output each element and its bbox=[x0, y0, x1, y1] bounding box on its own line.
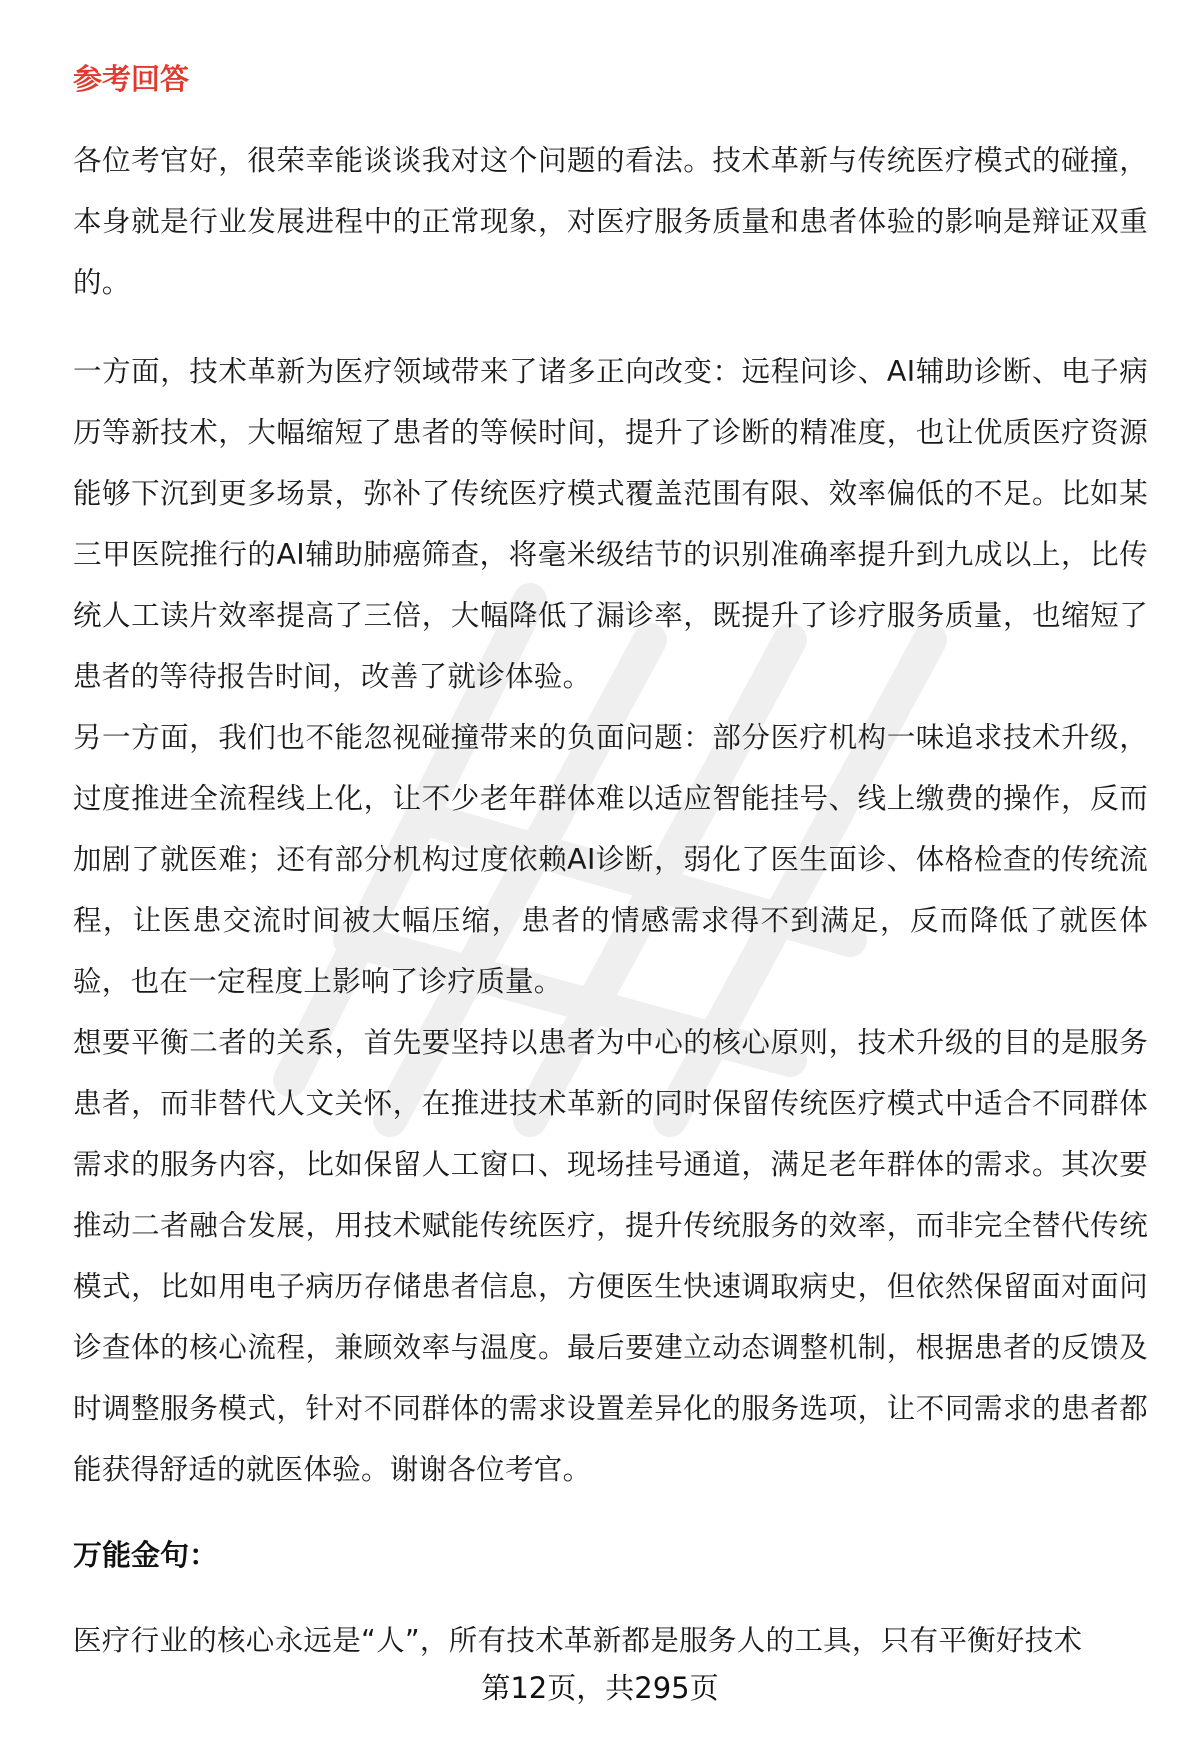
paragraph-negative-impact: 另一方面，我们也不能忽视碰撞带来的负面问题：部分医疗机构一味追求技术升级，过度推进全流程线上化，让不少老年群体难以适应智能挂号、线上缴费的操作，反而加剧了就医难；还有部分机构过度依赖AI诊断，弱化了医生面诊、体格检查的传统流程，让医患交流时间被大幅压缩，患者的情感需求得不到满足，反而降低了就医体验，也在一定程度上影响了诊疗质量。 bbox=[73, 721, 1148, 998]
reference-answer-heading: 参考回答 bbox=[73, 62, 190, 96]
golden-sentence-text: 医疗行业的核心永远是“人”，所有技术革新都是服务人的工具，只有平衡好技术 bbox=[73, 1624, 1083, 1657]
golden-sentence-heading: 万能金句： bbox=[73, 1538, 219, 1572]
paragraph-balance: 想要平衡二者的关系，首先要坚持以患者为中心的核心原则，技术升级的目的是服务患者，而非替代人文关怀，在推进技术革新的同时保留传统医疗模式中适合不同群体需求的服务内容，比如保留人工窗口、现场挂号通道，满足老年群体的需求。其次要推动二者融合发展，用技术赋能传统医疗，提升传统服务的效率，而非完全替代传统模式，比如用电子病历存储患者信息，方便医生快速调取病史，但依然保留面对面问诊查体的核心流程，兼顾效率与温度。最后要建立动态调整机制，根据患者的反馈及时调整服务模式，针对不同群体的需求设置差异化的服务选项，让不同需求的患者都能获得舒适的就医体验。谢谢各位考官。 bbox=[73, 1026, 1148, 1486]
paragraph-positive-impact: 一方面，技术革新为医疗领域带来了诸多正向改变：远程问诊、AI辅助诊断、电子病历等新技术，大幅缩短了患者的等候时间，提升了诊断的精准度，也让优质医疗资源能够下沉到更多场景，弥补了传统医疗模式覆盖范围有限、效率偏低的不足。比如某三甲医院推行的AI辅助肺癌筛查，将毫米级结节的识别准确率提升到九成以上，比传统人工读片效率提高了三倍，大幅降低了漏诊率，既提升了诊疗服务质量，也缩短了患者的等待报告时间，改善了就诊体验。 bbox=[73, 355, 1148, 693]
paragraph-intro: 各位考官好，很荣幸能谈谈我对这个问题的看法。技术革新与传统医疗模式的碰撞，本身就是行业发展进程中的正常现象，对医疗服务质量和患者体验的影响是辩证双重的。 bbox=[73, 144, 1148, 299]
paragraph-spacer bbox=[73, 313, 1148, 341]
page-indicator: 第12页，共295页 bbox=[481, 1671, 719, 1705]
document-body bbox=[73, 58, 1148, 1671]
